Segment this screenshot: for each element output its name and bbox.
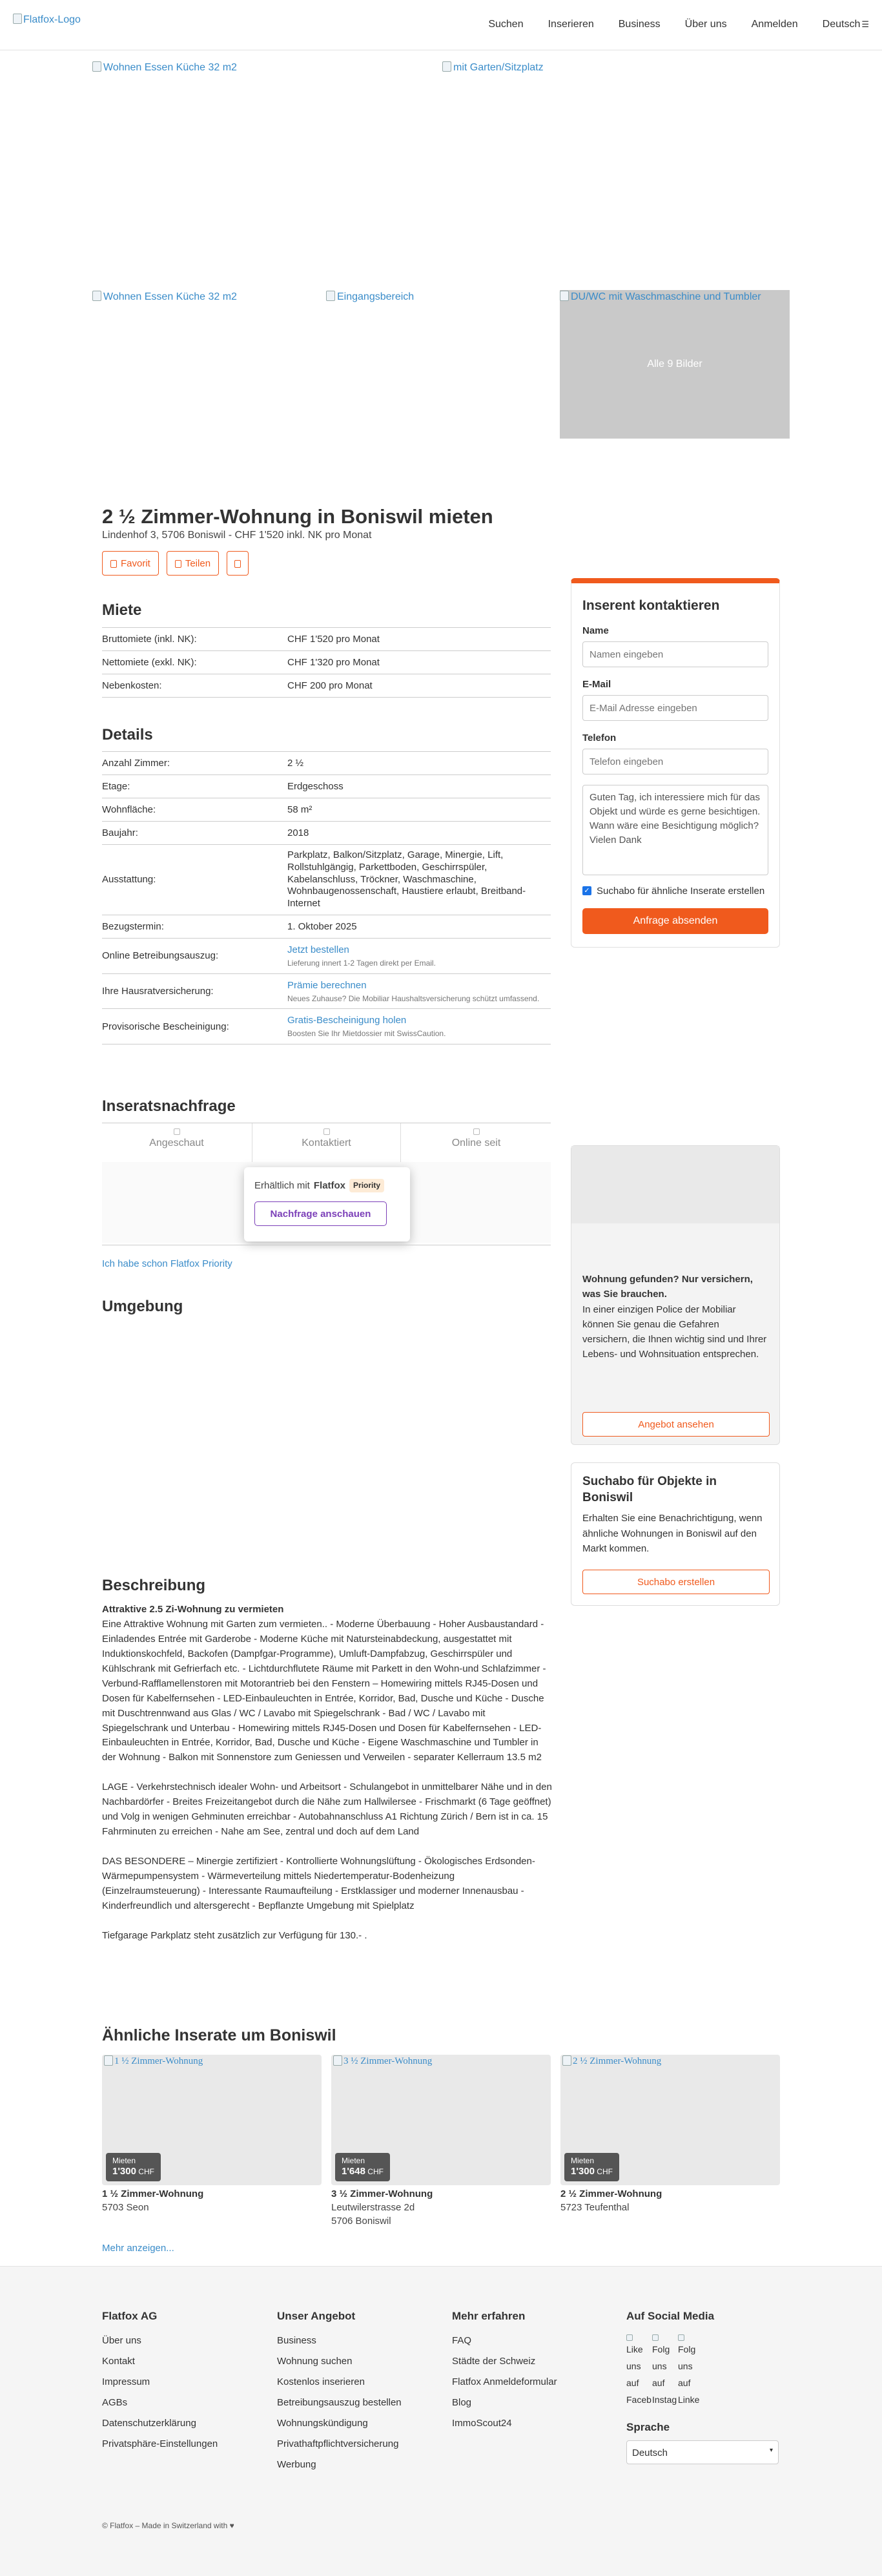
- favorite-button[interactable]: [102, 551, 159, 576]
- calculate-premium-link[interactable]: Prämie berechnen: [287, 979, 367, 991]
- similar-listings-heading: Ähnliche Inserate um Boniswil: [102, 2026, 336, 2044]
- footer-col-title: Auf Social Media: [626, 2310, 715, 2322]
- language-value: Deutsch: [632, 2447, 668, 2458]
- main-nav: [488, 17, 869, 32]
- instagram-icon: [652, 2334, 659, 2341]
- social-text: uns: [678, 2360, 693, 2371]
- name-input[interactable]: [582, 641, 768, 667]
- site-footer: [0, 2266, 882, 2576]
- instagram-link[interactable]: [652, 2331, 677, 2408]
- view-demand-button[interactable]: Nachfrage anschauen: [254, 1201, 387, 1226]
- listing-address: 5703 Seon: [102, 2202, 149, 2213]
- footer-link[interactable]: Werbung: [277, 2458, 316, 2470]
- footer-link[interactable]: ImmoScout24: [452, 2417, 512, 2429]
- stat-contacted: [252, 1123, 401, 1162]
- price-badge: [106, 2153, 161, 2181]
- image-alt: mit Garten/Sitzplatz: [453, 62, 544, 73]
- submit-request-button[interactable]: Anfrage absenden: [582, 908, 768, 934]
- footer-col-title: Unser Angebot: [277, 2310, 356, 2322]
- row-key: Etage:: [102, 781, 130, 792]
- row-key: Online Betreibungsauszug:: [102, 950, 219, 962]
- table-row: [102, 775, 551, 798]
- print-icon: [234, 560, 241, 568]
- footer-link[interactable]: Flatfox Anmeldeformular: [452, 2376, 557, 2387]
- row-value: 2018: [287, 827, 309, 838]
- row-key: Baujahr:: [102, 827, 138, 838]
- gallery-image-2[interactable]: [442, 61, 544, 75]
- table-row: [102, 915, 551, 939]
- description: [102, 1603, 554, 1958]
- broken-image-icon: [92, 291, 101, 301]
- share-icon: [175, 560, 181, 568]
- suchabo-text: Erhalten Sie eine Benachrichtigung, wenn ähnliche Wohnungen in Boniswil auf den Markt kommen.: [582, 1513, 763, 1554]
- row-value: Parkplatz, Balkon/Sitzplatz, Garage, Minergie, Lift, Rollstuhlgängig, Parkettboden, Geschirrspüler, Kabelanschluss, Tröckner, Waschmaschine, Wohnbaugenossenschaft, Haustiere erlaubt, Breitband-Internet: [287, 849, 526, 909]
- stat-label: Kontaktiert: [302, 1137, 351, 1148]
- image-alt: DU/WC mit Waschmaschine und Tumbler: [571, 291, 761, 302]
- footer-link[interactable]: Blog: [452, 2396, 472, 2408]
- phone-input[interactable]: [582, 749, 768, 774]
- footer-link[interactable]: Business: [277, 2334, 316, 2346]
- broken-image-icon: [92, 61, 101, 72]
- footer-col-title: Flatfox AG: [102, 2310, 158, 2322]
- free-certificate-link[interactable]: Gratis-Bescheinigung holen: [287, 1015, 407, 1026]
- gallery-image-4[interactable]: [326, 290, 414, 304]
- footer-link[interactable]: FAQ: [452, 2334, 472, 2346]
- listing-image: [102, 2055, 322, 2185]
- footer-link[interactable]: Betreibungsauszug bestellen: [277, 2396, 402, 2408]
- share-button[interactable]: [167, 551, 219, 576]
- price-currency: CHF: [597, 2167, 613, 2177]
- nav-suchen[interactable]: Suchen: [488, 19, 524, 30]
- table-row: [102, 1009, 551, 1044]
- description-paragraph: DAS BESONDERE – Minergie zertifiziert - Kontrollierte Wohnungslüftung - Ökologisches Erdsonden-Wärmepumpensystem - Wärmeverteilung mittels Niedertemperatur-Bodenheizung (Einzelraumsteuerung) - Interessante Raumaufteilung - Erstklassiger und moderner Innenausbau - Kinderfreundlich und altersgerecht - Bepflanzte Umgebung mit Spielplatz: [102, 1856, 535, 1911]
- social-text: Instag: [652, 2394, 677, 2405]
- contact-form: [571, 578, 780, 948]
- broken-image-icon: [562, 2055, 571, 2066]
- price-label: Mieten: [342, 2156, 365, 2166]
- email-input[interactable]: [582, 695, 768, 721]
- social-text: uns: [652, 2360, 667, 2371]
- table-row: [102, 752, 551, 775]
- order-debt-record-link[interactable]: Jetzt bestellen: [287, 944, 349, 955]
- popup-brand: Flatfox: [313, 1180, 346, 1191]
- name-label: Name: [582, 625, 609, 637]
- row-value: 2 ½: [287, 758, 304, 769]
- price-label: Mieten: [112, 2156, 136, 2166]
- similar-listings: [102, 2055, 780, 2228]
- row-note: Boosten Sie Ihr Mietdossier mit SwissCaution.: [287, 1029, 446, 1039]
- heart-icon: [110, 560, 117, 568]
- listing-title: 3 ½ Zimmer-Wohnung: [331, 2188, 433, 2199]
- stat-label: Online seit: [451, 1137, 501, 1148]
- demand-stats: [102, 1123, 551, 1245]
- social-text: auf: [626, 2377, 639, 2388]
- view-offer-button[interactable]: Angebot ansehen: [582, 1412, 770, 1437]
- footer-link[interactable]: Privatsphäre-Einstellungen: [102, 2438, 218, 2449]
- nav-inserieren[interactable]: Inserieren: [548, 19, 594, 30]
- listing-image: [331, 2055, 551, 2185]
- footer-col-company: [102, 2309, 218, 2455]
- listing-card[interactable]: [331, 2055, 551, 2228]
- facebook-icon: [626, 2334, 633, 2341]
- table-row: [102, 674, 551, 698]
- section-nachfrage-heading: Inseratsnachfrage: [102, 1097, 236, 1115]
- row-key: Provisorische Bescheinigung:: [102, 1021, 229, 1032]
- price-currency: CHF: [367, 2167, 384, 2177]
- footer-link[interactable]: Städte der Schweiz: [452, 2355, 536, 2367]
- copyright: © Flatfox – Made in Switzerland with ♥: [102, 2521, 234, 2530]
- phone-label: Telefon: [582, 732, 617, 744]
- site-header: [0, 0, 882, 50]
- table-row: [102, 798, 551, 822]
- section-umgebung-heading: Umgebung: [102, 1298, 183, 1315]
- details-table: [102, 751, 551, 1044]
- section-miete-heading: Miete: [102, 601, 142, 619]
- contact-heading: Inserent kontaktieren: [582, 598, 720, 613]
- language-title: Sprache: [626, 2420, 670, 2433]
- listing-image: [560, 2055, 780, 2185]
- chevron-down-icon: ▾: [769, 2446, 773, 2454]
- footer-col-learn: [452, 2309, 557, 2434]
- popup-text: Erhältlich mit: [254, 1180, 310, 1191]
- broken-image-icon: [560, 291, 569, 301]
- row-key: Anzahl Zimmer:: [102, 758, 170, 769]
- insurance-ad: [571, 1145, 780, 1445]
- miete-table: [102, 627, 551, 698]
- message-textarea[interactable]: Guten Tag, ich interessiere mich für das Objekt und würde es gerne besichtigen. Wann wäre eine Besichtigung möglich? Vielen Dank: [582, 785, 768, 875]
- suchabo-checkbox-row[interactable]: [582, 884, 768, 898]
- all-images-label: Alle 9 Bilder: [647, 358, 703, 369]
- stat-online-since: [402, 1123, 551, 1150]
- image-alt: [562, 2055, 661, 2068]
- nav-ueber-uns[interactable]: Über uns: [684, 19, 727, 30]
- share-label: Teilen: [185, 557, 211, 569]
- flatfox-logo[interactable]: [13, 13, 81, 27]
- description-paragraph: LAGE - Verkehrstechnisch idealer Wohn- und Arbeitsort - Schulangebot in unmittelbarer Nähe und in den Nachbardörfer - Breites Freizeitangebot durch die Nähe zum Hallwilersee - Frischmarkt (6 Tage geöffnet) und Volg in wenigen Gehminuten erreichbar - Autobahnanschluss A1 Richtung Zürich / Bern ist in ca. 15 Fahrminuten zu erreichen - Nahe am See, zentral und doch auf dem Land: [102, 1781, 552, 1838]
- footer-link[interactable]: Privathaftpflichtversicherung: [277, 2438, 399, 2449]
- show-more-link[interactable]: Mehr anzeigen...: [102, 2243, 174, 2254]
- description-paragraph: Eine Attraktive Wohnung mit Garten zum vermieten.. - Moderne Überbauung - Hoher Ausbaustandard - Einladendes Entrée mit Garderobe - Moderne Küche mit Natursteinabdeckung, ausgestattet mit Induktionskochfeld, Backofen (Dampfgar-Programme), Umluft-Dampfabzug, Geschirrspüler und Kühlschrank mit Gefrierfach etc. - Lichtdurchflutete Räume mit Parkett in den Wohn-und Schlafzimmer - Verbund-Rafflamellenstoren mit Motorantrieb bei den Fenstern – Homewiring mittels RJ45-Dosen und Dosen für Kabelfernsehen - LED-Einbauleuchten in Entrée, Korridor, Bad, Dusche und Küche - Dusche mit Duschtrennwand aus Glas / WC / Lavabo mit Spiegelschrank - Bad / WC / Lavabo mit Spiegelschrank und Unterbau - Homewiring mittels RJ45-Dosen und Dosen für Kabelfernsehen - LED-Einbauleuchten in Entrée, Korridor, Bad, Dusche und Küche - Eigene Waschmaschine und Tumbler in der Wohnung - Balkon mit Sonnenstore zum Geniessen und Verweilen - separater Kellerraum 13.5 m2: [102, 1618, 546, 1763]
- facebook-link[interactable]: [626, 2331, 651, 2408]
- footer-link[interactable]: Wohnungskündigung: [277, 2417, 368, 2429]
- image-alt: Wohnen Essen Küche 32 m2: [103, 62, 237, 73]
- social-text: Folg: [652, 2343, 670, 2354]
- broken-image-icon: [442, 61, 451, 72]
- image-gallery: [0, 50, 882, 438]
- gallery-image-3[interactable]: [92, 290, 237, 304]
- footer-link[interactable]: Wohnung suchen: [277, 2355, 353, 2367]
- checkbox-label: Suchabo für ähnliche Inserate erstellen: [597, 886, 765, 897]
- image-alt: [333, 2055, 432, 2068]
- row-value: CHF 200 pro Monat: [287, 680, 373, 691]
- clock-icon: [473, 1128, 480, 1135]
- row-value: CHF 1'520 pro Monat: [287, 634, 380, 645]
- row-value: Erdgeschoss: [287, 781, 344, 792]
- row-key: Bruttomiete (inkl. NK):: [102, 634, 197, 645]
- menu-icon: ☰: [861, 19, 869, 30]
- price-badge: [564, 2153, 619, 2181]
- mail-icon: [323, 1128, 330, 1135]
- image-alt-text: 2 ½ Zimmer-Wohnung: [573, 2056, 662, 2066]
- row-key: Wohnfläche:: [102, 804, 156, 815]
- listing-actions: [102, 551, 249, 576]
- listing-title: 2 ½ Zimmer-Wohnung: [560, 2188, 662, 2199]
- footer-link[interactable]: Über uns: [102, 2334, 141, 2346]
- footer-link[interactable]: Kostenlos inserieren: [277, 2376, 365, 2387]
- description-subtitle: Attraktive 2.5 Zi-Wohnung zu vermieten: [102, 1604, 284, 1615]
- social-text: uns: [626, 2360, 641, 2371]
- price-value: 1'648: [342, 2166, 365, 2177]
- broken-image-icon: [13, 14, 22, 24]
- row-key: Bezugstermin:: [102, 920, 164, 932]
- linkedin-icon: [678, 2334, 684, 2341]
- row-key: Ausstattung:: [102, 874, 156, 886]
- language-label: Deutsch: [822, 19, 861, 30]
- favorite-label: Favorit: [121, 557, 150, 569]
- description-paragraph: Tiefgarage Parkplatz steht zusätzlich zur Verfügung für 130.- .: [102, 1929, 367, 1941]
- row-note: Neues Zuhause? Die Mobiliar Haushaltsversicherung schützt umfassend.: [287, 993, 540, 1003]
- ad-image: [571, 1146, 779, 1223]
- email-label: E-Mail: [582, 679, 611, 691]
- image-alt-text: 1 ½ Zimmer-Wohnung: [114, 2056, 203, 2066]
- linkedin-link[interactable]: [678, 2331, 700, 2408]
- listing-card[interactable]: [102, 2055, 322, 2228]
- gallery-image-5: [560, 290, 761, 304]
- stat-viewed: [102, 1123, 251, 1150]
- listing-subtitle: Lindenhof 3, 5706 Boniswil - CHF 1'520 inkl. NK pro Monat: [102, 530, 372, 541]
- section-beschreibung-heading: Beschreibung: [102, 1577, 206, 1594]
- price-badge: [335, 2153, 390, 2181]
- price-label: Mieten: [571, 2156, 595, 2166]
- listing-address: 5723 Teufenthal: [560, 2202, 630, 2213]
- nav-language[interactable]: [823, 17, 869, 32]
- image-alt: Wohnen Essen Küche 32 m2: [103, 291, 237, 302]
- row-key: Nettomiete (exkl. NK):: [102, 657, 197, 668]
- row-note: Lieferung innert 1-2 Tagen direkt per Email.: [287, 958, 436, 968]
- print-button[interactable]: [227, 551, 249, 576]
- row-value: CHF 1'320 pro Monat: [287, 657, 380, 668]
- table-row: [102, 822, 551, 845]
- image-alt: [104, 2055, 203, 2068]
- social-links: [626, 2331, 779, 2408]
- all-images-button[interactable]: [560, 290, 790, 439]
- nav-business[interactable]: Business: [618, 19, 661, 30]
- footer-link[interactable]: Impressum: [102, 2376, 150, 2387]
- eye-icon: [174, 1128, 180, 1135]
- footer-link[interactable]: Kontakt: [102, 2355, 135, 2367]
- listing-card[interactable]: [560, 2055, 780, 2228]
- image-alt-text: 3 ½ Zimmer-Wohnung: [344, 2056, 433, 2066]
- listing-address: Leutwilerstrasse 2d: [331, 2202, 415, 2213]
- table-row: [102, 939, 551, 974]
- social-text: Faceb: [626, 2394, 651, 2405]
- checkbox-checked[interactable]: ✓: [582, 886, 591, 895]
- page-title: 2 ½ Zimmer-Wohnung in Boniswil mieten: [102, 505, 493, 528]
- gallery-image-1[interactable]: [92, 61, 237, 75]
- price-value: 1'300: [112, 2166, 136, 2177]
- nav-anmelden[interactable]: Anmelden: [751, 19, 798, 30]
- section-details-heading: Details: [102, 726, 153, 743]
- listing-address: 5706 Boniswil: [331, 2216, 391, 2227]
- priority-popup: [244, 1167, 410, 1241]
- footer-col-title: Mehr erfahren: [452, 2310, 526, 2322]
- social-text: Folg: [678, 2343, 696, 2354]
- row-key: Nebenkosten:: [102, 680, 162, 691]
- create-suchabo-button[interactable]: Suchabo erstellen: [582, 1570, 770, 1594]
- table-row: [102, 628, 551, 651]
- broken-image-icon: [326, 291, 335, 301]
- suchabo-title: Suchabo für Objekte in Boniswil: [582, 1475, 717, 1504]
- priority-badge: Priority: [349, 1179, 384, 1192]
- footer-col-offer: [277, 2309, 402, 2475]
- priority-login-link[interactable]: Ich habe schon Flatfox Priority: [102, 1258, 232, 1269]
- social-text: Like: [626, 2343, 643, 2354]
- table-row: [102, 974, 551, 1010]
- footer-link[interactable]: Datenschutzerklärung: [102, 2417, 196, 2429]
- row-value: 1. Oktober 2025: [287, 920, 357, 932]
- language-select[interactable]: [626, 2440, 779, 2464]
- social-text: auf: [678, 2377, 691, 2388]
- image-alt: Eingangsbereich: [337, 291, 415, 302]
- social-text: auf: [652, 2377, 665, 2388]
- logo-alt-text: Flatfox-Logo: [23, 14, 81, 25]
- table-row: [102, 651, 551, 674]
- footer-col-social: [626, 2309, 779, 2464]
- footer-link[interactable]: AGBs: [102, 2396, 128, 2408]
- ad-text: In einer einzigen Police der Mobiliar können Sie genau die Gefahren versichern, die Ihnen wichtig sind und Ihrer Lebens- und Wohnsituation entsprechen.: [582, 1304, 767, 1360]
- row-key: Ihre Hausratversicherung:: [102, 985, 214, 997]
- social-text: Linke: [678, 2394, 700, 2405]
- price-value: 1'300: [571, 2166, 595, 2177]
- broken-image-icon: [104, 2055, 113, 2066]
- table-row: [102, 845, 551, 915]
- listing-title: 1 ½ Zimmer-Wohnung: [102, 2188, 204, 2199]
- row-value: 58 m²: [287, 804, 313, 815]
- stat-label: Angeschaut: [149, 1137, 204, 1148]
- broken-image-icon: [333, 2055, 342, 2066]
- price-currency: CHF: [138, 2167, 154, 2177]
- ad-title: Wohnung gefunden? Nur versichern, was Sie brauchen.: [582, 1274, 753, 1300]
- search-subscription-box: [571, 1462, 780, 1606]
